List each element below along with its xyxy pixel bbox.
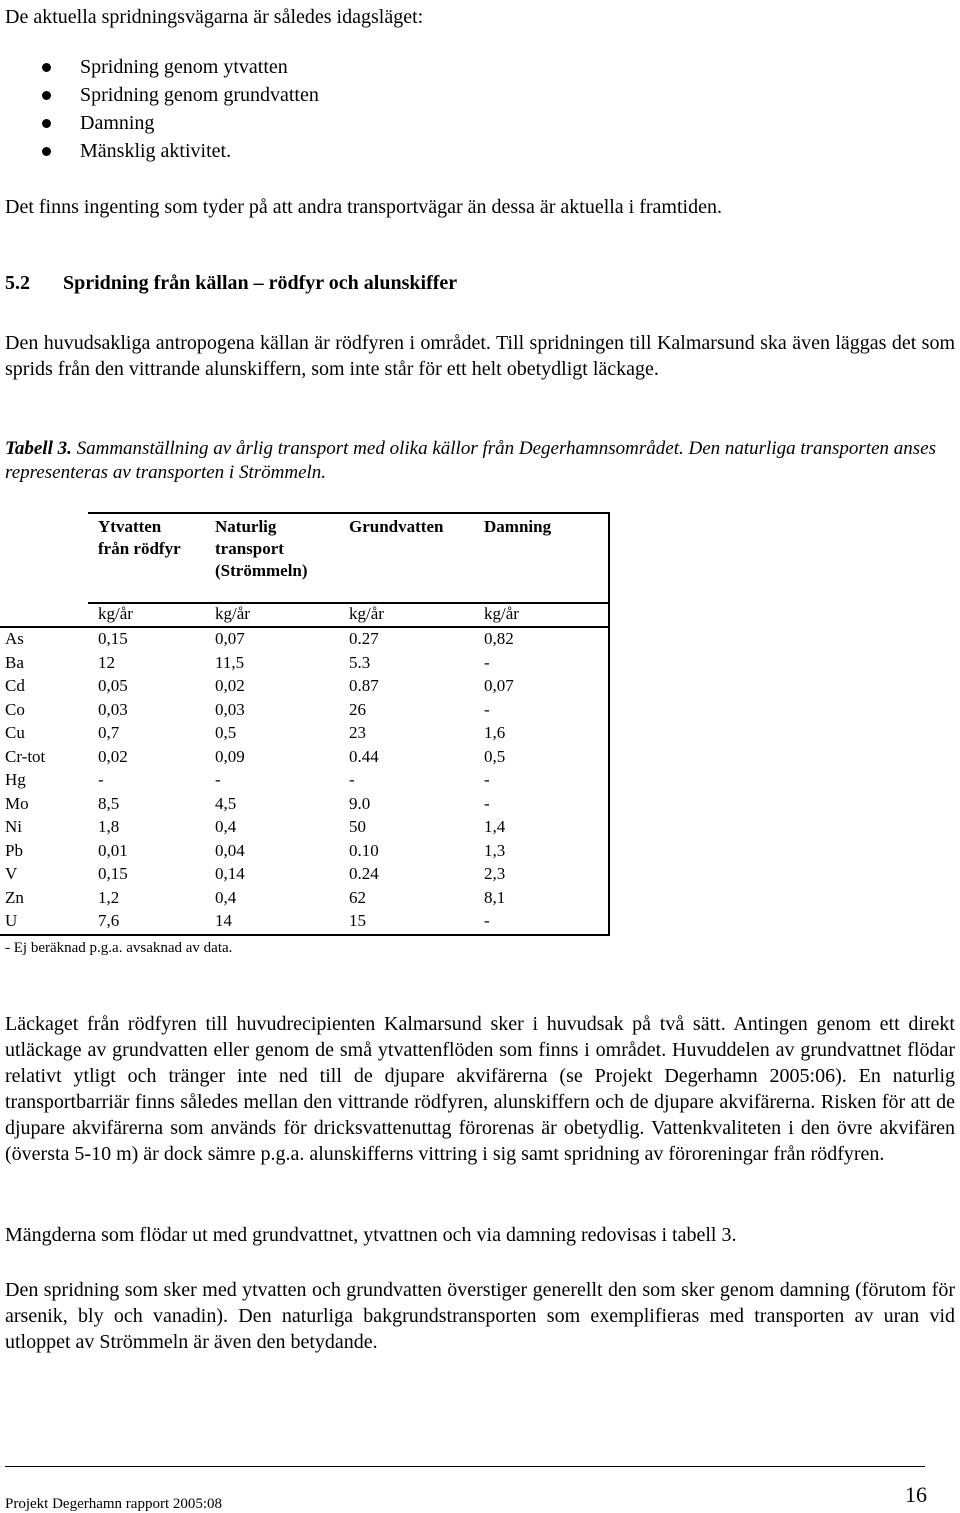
table-cell: 1,2 [98,887,120,907]
table-cell: 7,6 [98,911,120,930]
paragraph: Mängderna som flödar ut med grundvattnet, ytvattnen och via damning redovisas i tabell 3. [5,1224,737,1246]
table-cell: 0.10 [349,840,379,860]
unit-label: kg/år [484,604,519,623]
table-cell: 0,7 [98,723,120,742]
row-element-label: V [5,864,18,883]
table-cell: 1,4 [484,817,506,836]
unit-label: kg/år [98,604,133,623]
table-cell: 50 [349,817,366,836]
table-cell: - [484,699,490,719]
table-cell: 11,5 [215,652,245,672]
row-element-label: Cr-tot [5,746,46,766]
row-element-label: Ni [5,817,22,836]
table-rule [88,512,610,514]
paragraph: Den spridning som sker med ytvatten och grundvatten överstiger generellt den som sker genom damning (förutom för arsenik, bly och vanadin). Den naturliga bakgrundstransporten som exemplifieras med transporten av uran vid utloppet av Strömmeln är även den betydande. [5,1279,955,1353]
table-rule [0,626,610,628]
table-cell: 0.27 [349,629,379,648]
table-cell: 4,5 [215,793,237,813]
table-cell: 0.24 [349,864,379,883]
table-cell: 0,03 [215,699,245,719]
table-cell: 5.3 [349,652,371,672]
unit-label: kg/år [215,604,250,623]
paragraph: Den huvudsakliga antropogena källan är rödfyren i området. Till spridningen till Kalmarsund ska även läggas det som sprids från den vittrande alunskiffern, som inte står för ett helt obetydligt läckage. [5,332,955,380]
row-element-label: Ba [5,652,24,672]
table-cell: 9.0 [349,793,371,813]
row-element-label: Mo [5,793,29,813]
column-header: Ytvatten från rödfyr [98,517,181,558]
table-cell: 14 [215,911,232,930]
table-cell: 1,8 [98,817,120,836]
table-cell: 1,6 [484,723,506,742]
table-cell: 0,05 [98,676,128,695]
row-element-label: Cd [5,676,25,695]
caption-text: Sammanställning av årlig transport med olika källor från Degerhamnsområdet. Den naturliga transporten anses representeras av transporten i Strömmeln. [5,438,936,483]
list-item: Spridning genom grundvatten [0,82,319,110]
table-footnote: - Ej beräknad p.g.a. avsaknad av data. [5,940,233,956]
table-cell: - [349,770,355,789]
unit-label: kg/år [349,604,384,623]
table-cell: 0,15 [98,864,128,883]
section-title: Spridning från källan – rödfyr och alunskiffer [63,272,458,294]
table-cell: 23 [349,723,366,742]
footer-divider [5,1466,925,1467]
table-cell: 0,03 [98,699,128,719]
table-cell: - [484,770,490,789]
intro-text: De aktuella spridningsvägarna är således idagsläget: [5,6,424,28]
column-header: Grundvatten [349,517,444,536]
table-cell: - [98,770,104,789]
row-element-label: As [5,629,24,648]
table-cell: 0,09 [215,746,245,766]
table-cell: 0,01 [98,840,128,860]
list-item: Spridning genom ytvatten [0,54,319,82]
row-element-label: Zn [5,887,24,907]
table-cell: - [215,770,221,789]
table-cell: 0,02 [215,676,245,695]
table-cell: 0,14 [215,864,245,883]
list-item: Mänsklig aktivitet. [0,138,319,166]
table-cell: 8,1 [484,887,506,907]
table-cell: 0,4 [215,887,237,907]
table-cell: - [484,793,490,813]
table-cell: - [484,911,490,930]
table-cell: 1,3 [484,840,506,860]
table-cell: 0.87 [349,676,379,695]
table-cell: 8,5 [98,793,120,813]
table-cell: 2,3 [484,864,506,883]
paragraph: Det finns ingenting som tyder på att andra transportvägar än dessa är aktuella i framtiden. [5,196,722,218]
table-cell: 0,15 [98,629,128,648]
caption-label: Tabell 3. [5,438,72,459]
table-cell: 0,5 [215,723,237,742]
table-cell: 0,4 [215,817,237,836]
row-element-label: Hg [5,770,26,789]
row-element-label: Cu [5,723,25,742]
row-element-label: Co [5,699,25,719]
table-cell: 15 [349,911,366,930]
list-item: Damning [0,110,319,138]
table-rule [608,512,610,936]
section-number: 5.2 [5,272,30,294]
column-header: Naturlig transport (Strömmeln) [215,517,308,580]
table-cell: 0,07 [484,676,514,695]
footer-report-name: Projekt Degerhamn rapport 2005:08 [5,1496,223,1512]
row-element-label: Pb [5,840,23,860]
column-header: Damning [484,517,552,536]
table-cell: 12 [98,652,115,672]
table-cell: 26 [349,699,366,719]
row-element-label: U [5,911,18,930]
table-cell: 0,82 [484,629,514,648]
table-cell: - [484,652,490,672]
table-cell: 0,5 [484,746,506,766]
paragraph: Läckaget från rödfyren till huvudrecipienten Kalmarsund sker i huvudsak på två sätt. Antingen genom ett direkt utläckage av grundvatten eller genom de små ytvattenflöden som finns i området. Huvuddelen av grundvattnet flödar relativt ytligt och tränger inte ned till de djupare akvifärerna (se Projekt Degerhamn 2005:06). En naturlig transportbarriär finns således mellan den vittrande rödfyren, alunskiffern och de djupare akvifärerna. Risken för att de djupare akvifärerna som används för dricksvattenuttag förorenas är obetydlig. Vattenkvaliteten i den övre akvifären (översta 5-10 m) är dock sämre p.g.a. alunskifferns vittring i sig samt spridning av föroreningar från rödfyren. [5,1013,955,1165]
table-cell: 0,04 [215,840,245,860]
table-cell: 62 [349,887,366,907]
page-number: 16 [905,1482,927,1507]
table-cell: 0,07 [215,629,245,648]
table-cell: 0,02 [98,746,128,766]
table-cell: 0.44 [349,746,379,766]
